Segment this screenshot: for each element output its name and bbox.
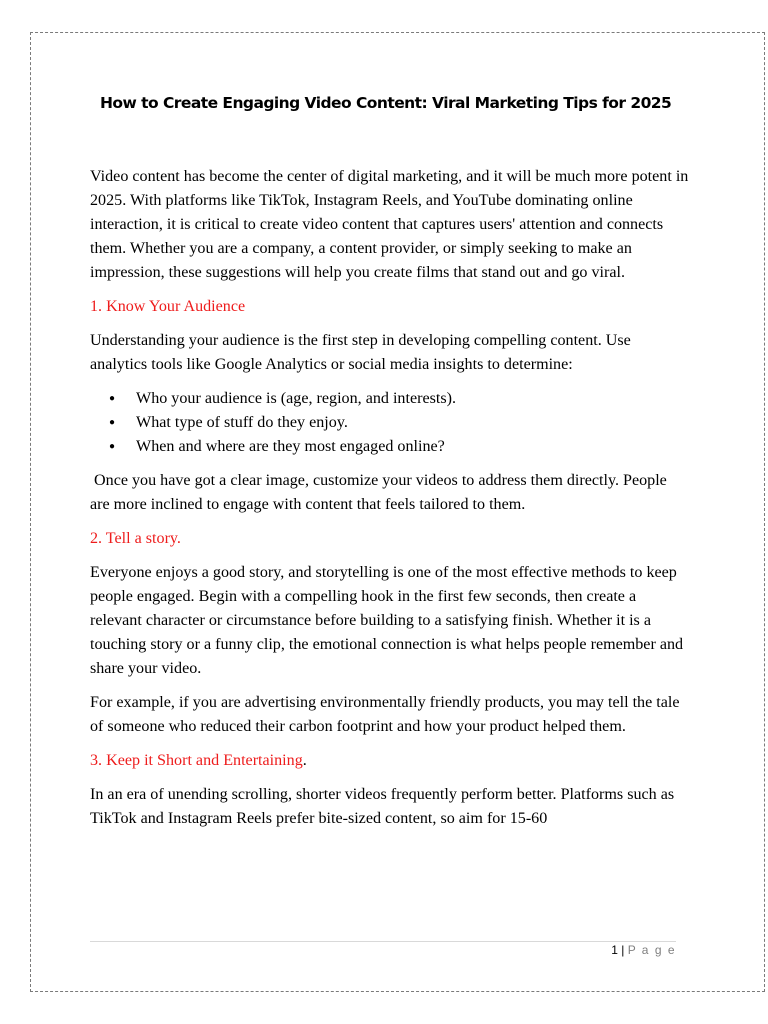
section-paragraph: For example, if you are advertising environmentally friendly products, you may tell the tale of someone who reduced their carbon footprint and how your product helped them. [90, 694, 680, 735]
bullet-icon: ● [109, 393, 116, 404]
footer-divider [90, 941, 676, 942]
list-item [109, 435, 690, 459]
section-paragraph: In an era of unending scrolling, shorter videos frequently perform better. Platforms such as TikTok and Instagram Reels prefer bite-sized content, so aim for 15-60 [90, 786, 675, 827]
list-item-text: What type of stuff do they enjoy. [136, 414, 348, 431]
document-title: How to Create Engaging Video Content: Viral Marketing Tips for 2025 [100, 94, 672, 112]
list-item [109, 387, 690, 411]
bullet-icon: ● [109, 417, 116, 428]
section-paragraph: Everyone enjoys a good story, and storytelling is one of the most effective methods to keep people engaged. Begin with a compelling hook in the first few seconds, then create a relevant character or circumstance before building to a satisfying finish. Whether it is a touching story or a funny clip, the emotional connection is what helps people remember and share your video. [90, 564, 684, 677]
section-paragraph: Understanding your audience is the first step in developing compelling content. Use analytics tools like Google Analytics or social media insights to determine: [90, 332, 631, 373]
section-heading-suffix: . [302, 752, 307, 769]
section-paragraph: Once you have got a clear image, customize your videos to address them directly. People are more inclined to engage with content that feels tailored to them. [90, 472, 671, 513]
page-separator: | [621, 943, 625, 957]
section-heading-keep-it-short [90, 749, 690, 773]
page-number: 1 [611, 943, 618, 957]
intro-paragraph: Video content has become the center of digital marketing, and it will be much more potent in 2025. With platforms like TikTok, Instagram Reels, and YouTube dominating online interaction, it is critical to create video content that captures users' attention and connects them. Whether you are a company, a content provider, or simply seeking to make an impression, these suggestions will help you create films that stand out and go viral. [90, 168, 689, 281]
page-label: P a g e [627, 943, 676, 957]
section-heading-know-your-audience: 1. Know Your Audience [90, 298, 246, 315]
page-footer [611, 943, 676, 957]
document-body [90, 165, 690, 841]
section-heading-text: 3. Keep it Short and Entertaining [90, 752, 303, 769]
audience-bullet-list [90, 387, 690, 459]
list-item-text: Who your audience is (age, region, and interests). [136, 390, 456, 407]
bullet-icon: ● [109, 441, 116, 452]
section-heading-tell-a-story: 2. Tell a story. [90, 530, 181, 547]
list-item-text: When and where are they most engaged online? [136, 438, 445, 455]
list-item [109, 411, 690, 435]
